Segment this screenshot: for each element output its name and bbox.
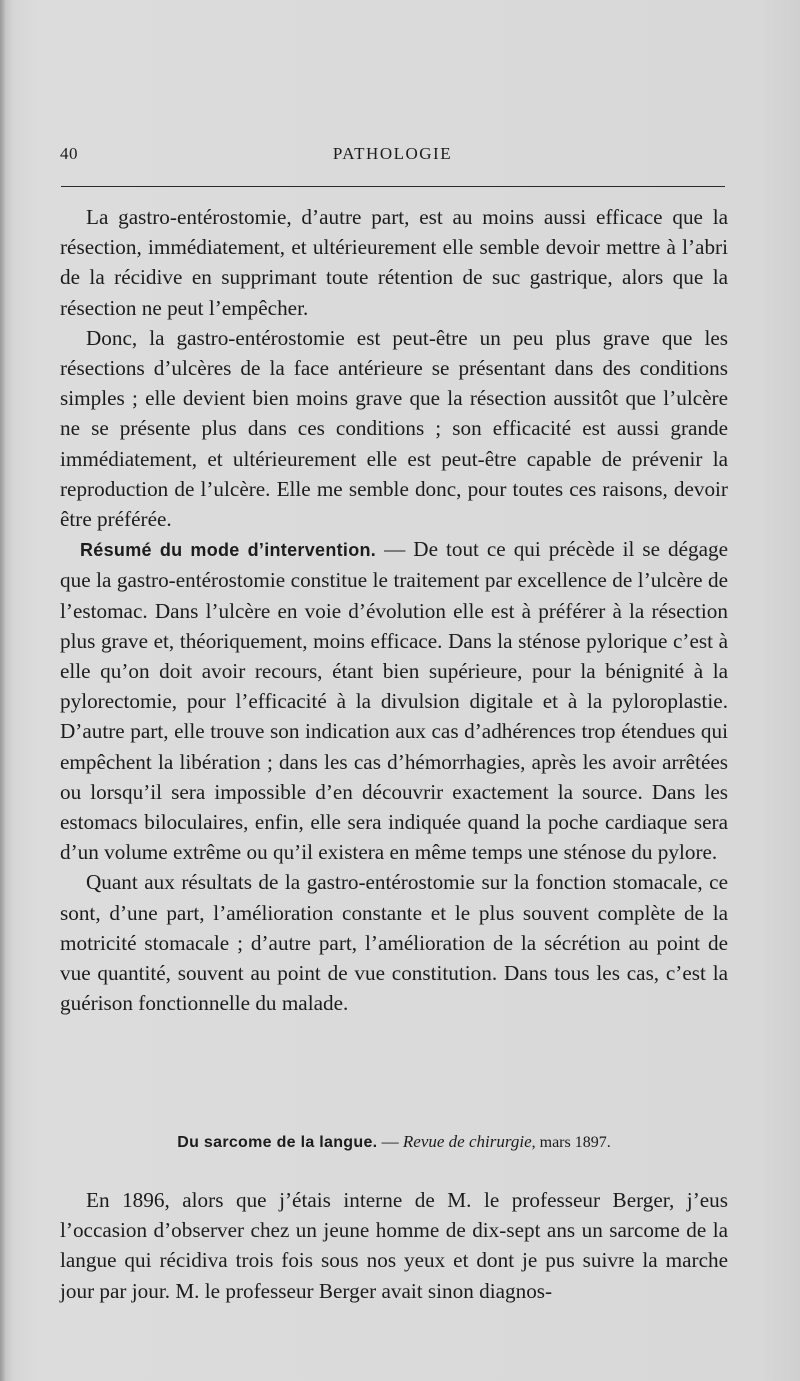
binding-shadow bbox=[0, 0, 6, 1381]
page-number: 40 bbox=[60, 144, 78, 163]
section-separator: — bbox=[377, 1132, 403, 1151]
article-paragraph-1: En 1896, alors que j’étais interne de M. le professeur Berger, j’eus l’occasion d’observer chez un jeune homme de dix-sept ans un sarcome de la langue qui récidiva trois fois sous nos yeux et dont je pus suivre la marche jour par jour. M. le professeur Berger avait sinon diagnos- bbox=[60, 1188, 728, 1303]
section-heading bbox=[60, 1132, 728, 1152]
paragraph-2: Donc, la gastro-entérostomie est peut-être un peu plus grave que les résections d’ulcères de la face antérieure se présentant dans des conditions simples ; elle devient bien moins grave que la résection aussitôt que l’ulcère ne se présente plus dans ces conditions ; son efficacité est aussi grande immédiatement, et ultérieurement elle est peut-être capable de prévenir la reproduction de l’ulcère. Elle me semble donc, pour toutes ces raisons, devoir être préférée. bbox=[60, 325, 728, 532]
paragraph-3 bbox=[60, 534, 728, 867]
main-text bbox=[60, 202, 728, 1018]
running-title: PATHOLOGIE bbox=[332, 144, 453, 163]
journal-name: Revue de chirurgie bbox=[402, 1132, 532, 1151]
article-text bbox=[60, 1185, 728, 1306]
paragraph-4: Quant aux résultats de la gastro-entérostomie sur la fonction stomacale, ce sont, d’une part, l’amélioration constante et le plus souvent complète de la motricité stomacale ; d’autre part, l’amélioration de la sécrétion au point de vue quantité, souvent au point de vue constitution. Dans tous les cas, c’est la guérison fonctionnelle du malade. bbox=[60, 870, 728, 1016]
paragraph-3-text: — De tout ce qui précède il se dégage que la gastro-entérostomie constitue le traitement par excellence de l’ulcère de l’estomac. Dans l’ulcère en voie d’évolution elle est à préférer à la résection plus grave et, théoriquement, moins efficace. Dans la sténose pylorique c’est à elle qu’on doit avoir recours, étant bien supérieure, pour la bénignité à la pylorectomie, pour l’efficacité à la divulsion digitale et à la pyloroplastie. D’autre part, elle trouve son indication aux cas d’adhérences trop étendues qui empêchent la libération ; dans les cas d’hémorrhagies, après les avoir arrêtées ou lorsqu’il sera impossible d’en découvrir exactement la source. Dans les estomacs biloculaires, enfin, elle sera indiquée quand la poche cardiaque sera d’un volume extrême ou qu’il existera en même temps une sténose du pylore. bbox=[60, 537, 728, 865]
paragraph-1: La gastro-entérostomie, d’autre part, est au moins aussi efficace que la résection, immédiatement, et ultérieurement elle semble devoir mettre à l’abri de la récidive en supprimant toute rétention de suc gastrique, alors que la résection ne peut l’empêcher. bbox=[60, 205, 728, 320]
publication-date: , mars 1897. bbox=[531, 1134, 611, 1151]
header-rule bbox=[61, 186, 725, 187]
runin-heading: Résumé du mode d’intervention. bbox=[80, 540, 377, 561]
running-head bbox=[60, 144, 725, 168]
section-title: Du sarcome de la langue. bbox=[177, 1134, 378, 1151]
